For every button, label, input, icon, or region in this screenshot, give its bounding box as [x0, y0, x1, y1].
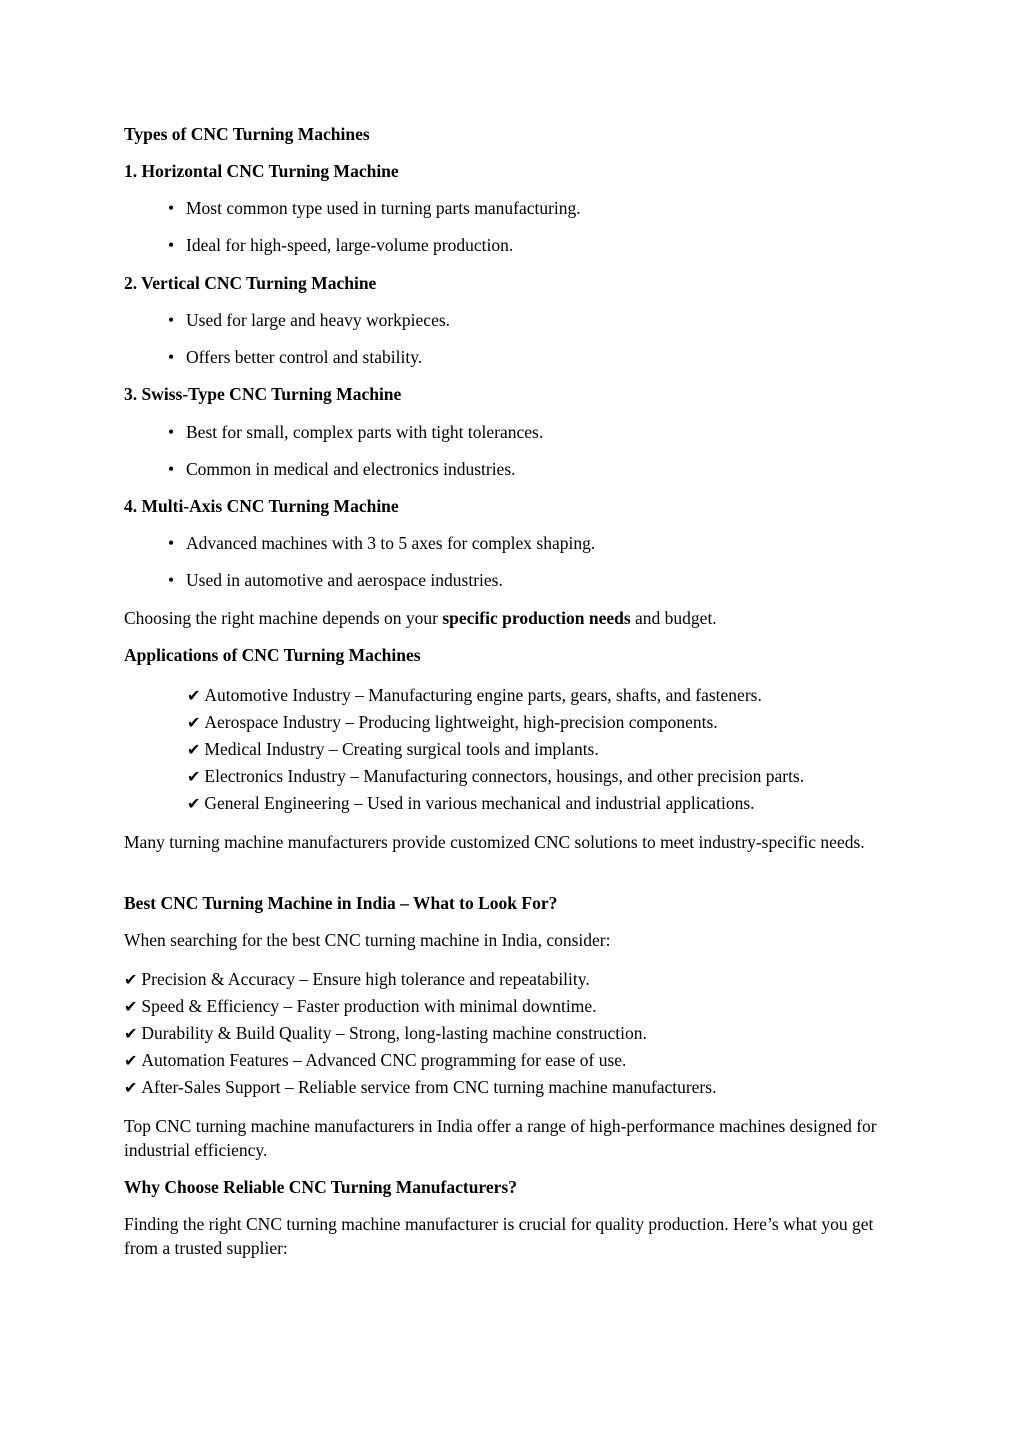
section-title: 2. Vertical CNC Turning Machine — [124, 273, 377, 293]
section-title: 4. Multi-Axis CNC Turning Machine — [124, 496, 399, 516]
bullet-icon: • — [168, 570, 175, 590]
consideration-item: ✔ After-Sales Support – Reliable service from CNC turning machine manufacturers. — [124, 1077, 717, 1097]
check-icon: ✔ — [124, 997, 138, 1016]
application-item: ✔ Medical Industry – Creating surgical tools and implants. — [187, 739, 599, 759]
check-icon: ✔ — [187, 713, 201, 732]
check-icon: ✔ — [124, 1078, 138, 1097]
heading-types: Types of CNC Turning Machines — [124, 124, 370, 144]
section-title: 1. Horizontal CNC Turning Machine — [124, 161, 399, 181]
application-item: ✔ Automotive Industry – Manufacturing engine parts, gears, shafts, and fasteners. — [187, 685, 762, 705]
bullet-icon: • — [168, 533, 175, 553]
application-item: ✔ Aerospace Industry – Producing lightweight, high-precision components. — [187, 712, 718, 732]
bullet-icon: • — [168, 310, 175, 330]
emphasis-text: specific production needs — [442, 608, 631, 628]
check-icon: ✔ — [187, 767, 201, 786]
searching-paragraph: When searching for the best CNC turning machine in India, consider: — [124, 930, 611, 950]
top-manufacturers-paragraph: Top CNC turning machine manufacturers in India offer a range of high-performance machines designed for industrial efficiency. — [124, 1116, 877, 1160]
heading-applications: Applications of CNC Turning Machines — [124, 645, 421, 665]
heading-why: Why Choose Reliable CNC Turning Manufacturers? — [124, 1177, 517, 1197]
manufacturers-paragraph: Many turning machine manufacturers provide customized CNC solutions to meet industry-specific needs. — [124, 832, 865, 852]
check-icon: ✔ — [187, 794, 201, 813]
finding-paragraph: Finding the right CNC turning machine manufacturer is crucial for quality production. Here’s what you get from a trusted supplier: — [124, 1214, 874, 1258]
application-item: ✔ General Engineering – Used in various mechanical and industrial applications. — [187, 793, 755, 813]
bullet-icon: • — [168, 459, 175, 479]
list-item: • Ideal for high-speed, large-volume production. — [168, 235, 514, 255]
check-icon: ✔ — [124, 1024, 138, 1043]
heading-best: Best CNC Turning Machine in India – What to Look For? — [124, 893, 558, 913]
check-icon: ✔ — [124, 970, 138, 989]
consideration-item: ✔ Precision & Accuracy – Ensure high tolerance and repeatability. — [124, 969, 590, 989]
choosing-paragraph: Choosing the right machine depends on your specific production needs and budget. — [124, 608, 717, 628]
list-item: • Offers better control and stability. — [168, 347, 423, 367]
consideration-item: ✔ Speed & Efficiency – Faster production with minimal downtime. — [124, 996, 597, 1016]
consideration-item: ✔ Automation Features – Advanced CNC programming for ease of use. — [124, 1050, 627, 1070]
consideration-item: ✔ Durability & Build Quality – Strong, long-lasting machine construction. — [124, 1023, 647, 1043]
list-item: • Advanced machines with 3 to 5 axes for complex shaping. — [168, 533, 596, 553]
list-item: • Most common type used in turning parts manufacturing. — [168, 198, 581, 218]
section-title: 3. Swiss-Type CNC Turning Machine — [124, 384, 402, 404]
bullet-icon: • — [168, 347, 175, 367]
check-icon: ✔ — [187, 740, 201, 759]
list-item: • Best for small, complex parts with tight tolerances. — [168, 422, 544, 442]
list-item: • Used in automotive and aerospace industries. — [168, 570, 503, 590]
check-icon: ✔ — [124, 1051, 138, 1070]
check-icon: ✔ — [187, 686, 201, 705]
application-item: ✔ Electronics Industry – Manufacturing connectors, housings, and other precision parts. — [187, 766, 805, 786]
list-item: • Used for large and heavy workpieces. — [168, 310, 451, 330]
bullet-icon: • — [168, 422, 175, 442]
bullet-icon: • — [168, 235, 175, 255]
bullet-icon: • — [168, 198, 175, 218]
list-item: • Common in medical and electronics industries. — [168, 459, 516, 479]
